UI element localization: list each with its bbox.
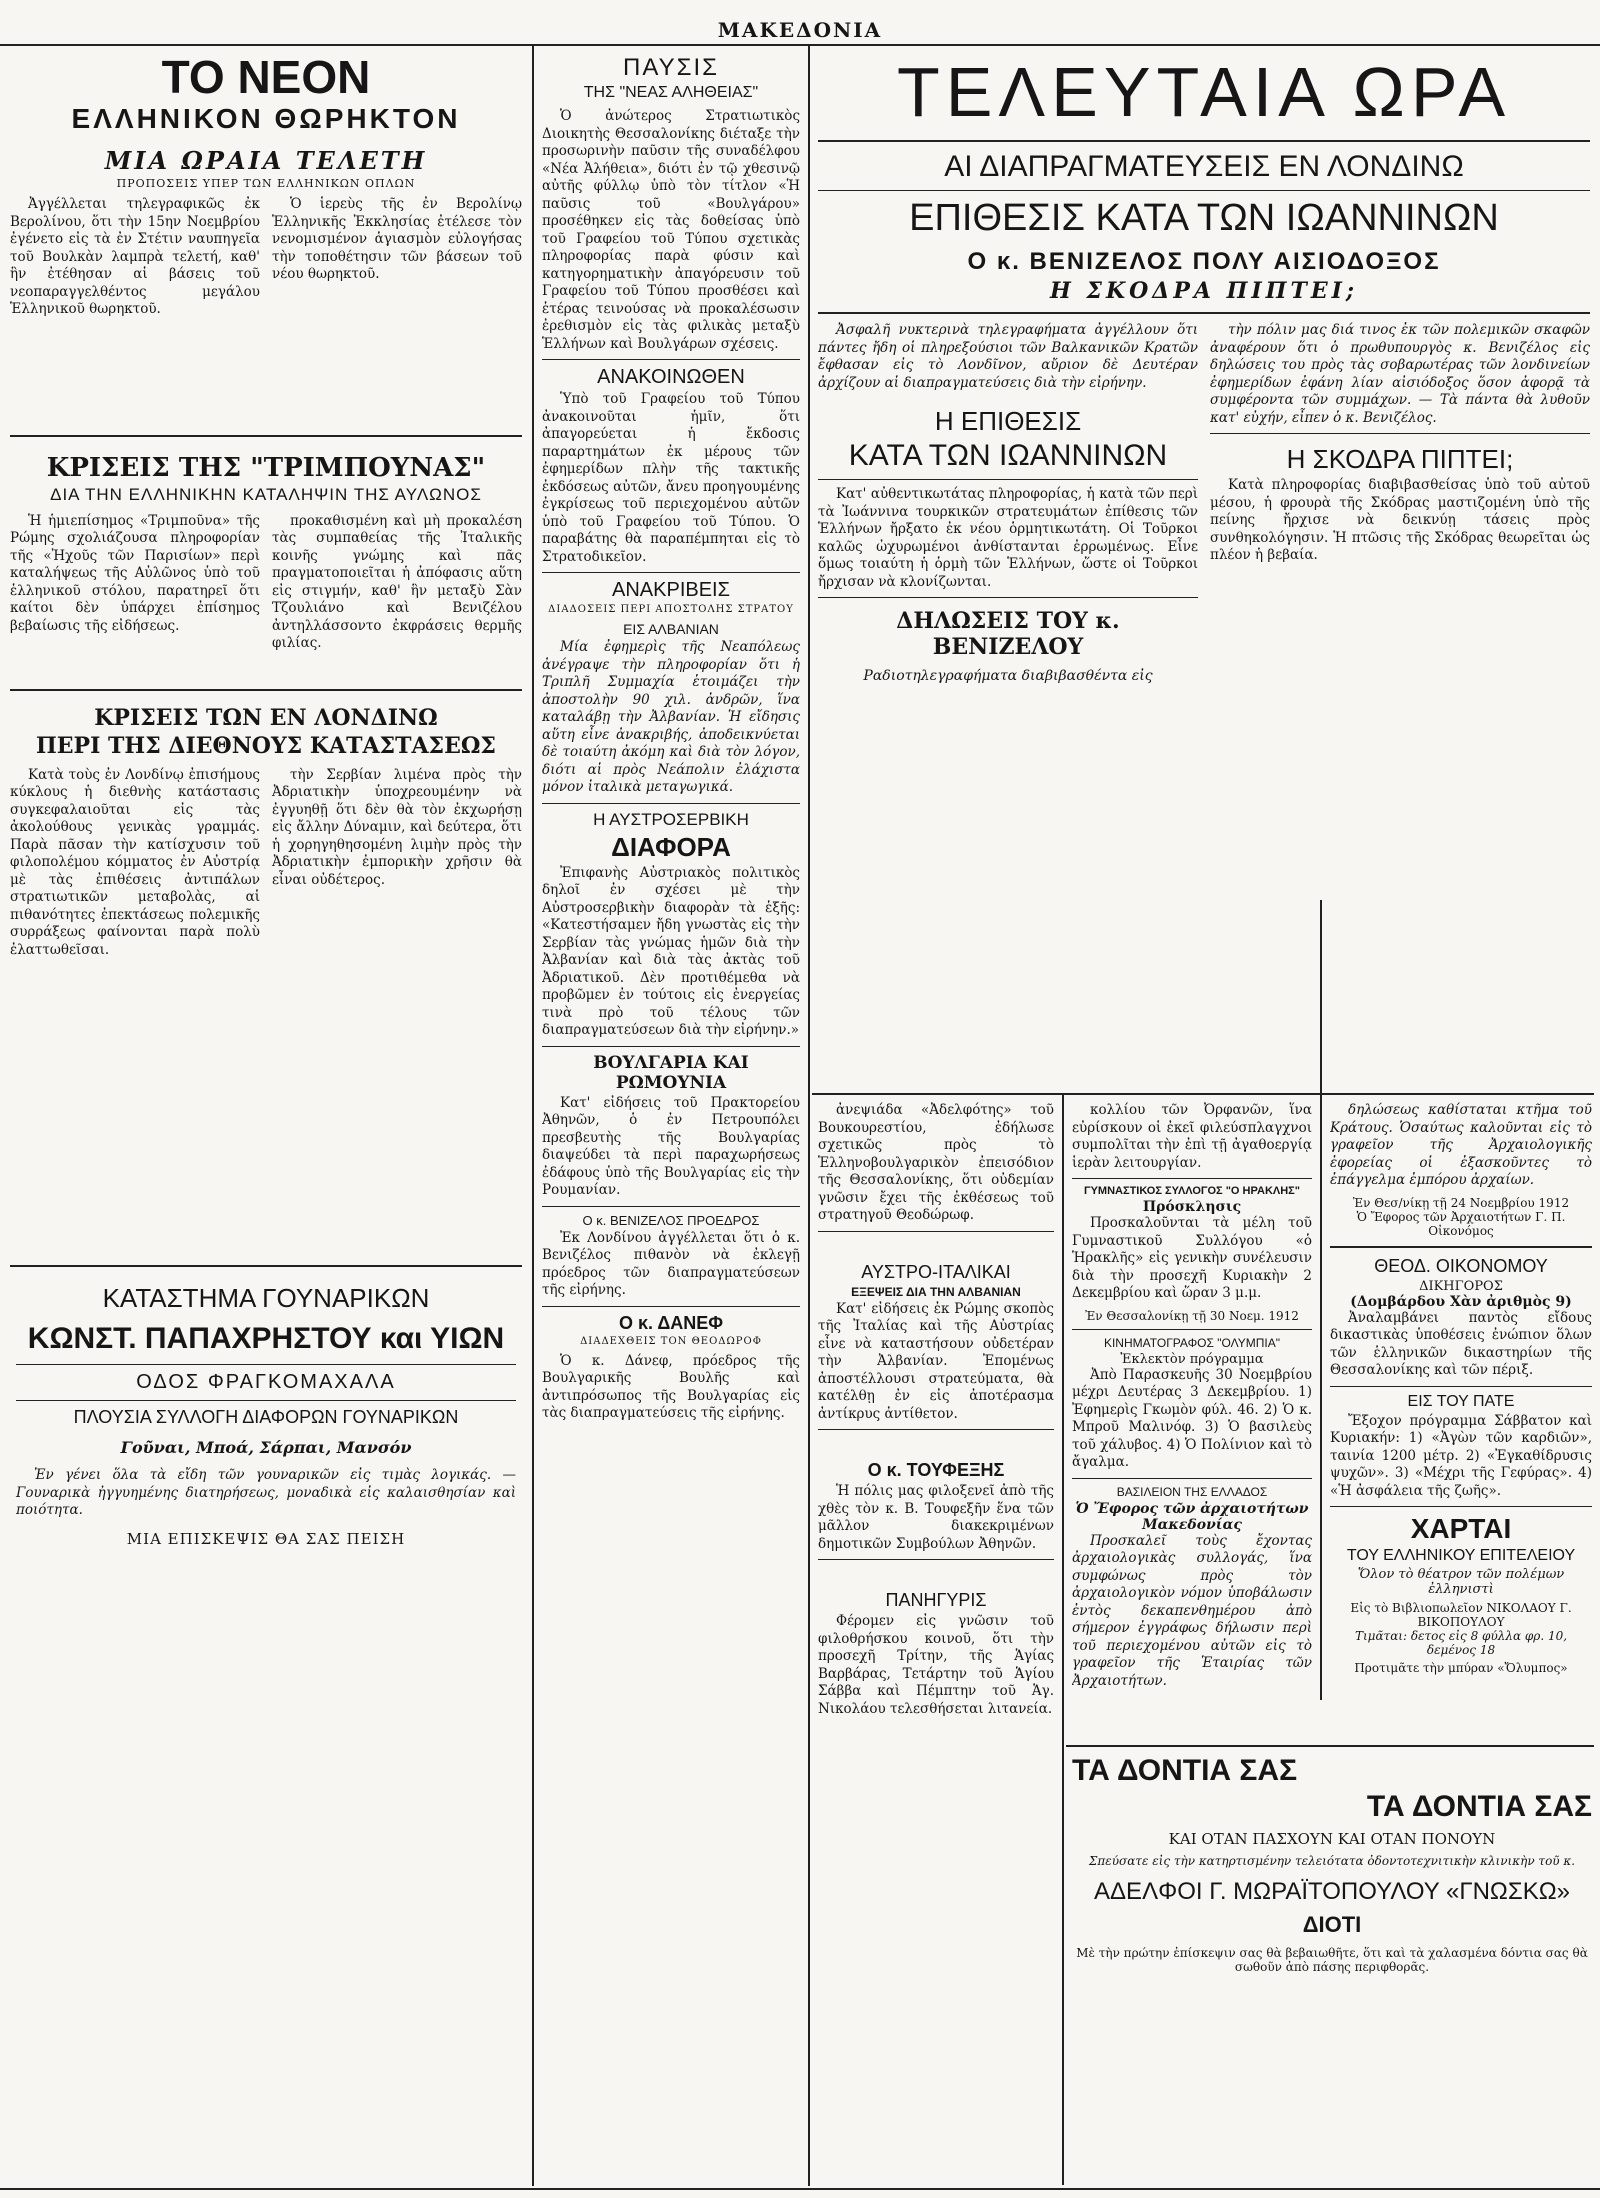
- kingdom-text: Προσκαλεῖ τοὺς ἔχοντας ἀρχαιολογικὰς συλλογάς, ἵνα συμφώνως πρὸς τὸν ἀρχαιολογικὸν νόμον ὑποβάλωσιν ἐντὸς δεκαπενθημέρου ἀπὸ σήμερον ἐγγράφως δήλωσιν περὶ τοῦ περιεχομένου αὐτῶν εἰς τὸ γραφεῖον τῆς Ἑταιρίας τῶν Ἀρχαιοτήτων.: [1072, 1532, 1312, 1689]
- venizelos-president-headline: Ο κ. ΒΕΝΙΖΕΛΟΣ ΠΡΟΕΔΡΟΣ: [582, 1212, 760, 1228]
- ioannina-attack-headline: ΕΠΙΘΕΣΙΣ ΚΑΤΑ ΤΩΝ ΙΩΑΝΝΙΝΩΝ: [909, 197, 1499, 239]
- antiquities-date: Ἐν Θεσ/νίκῃ τῇ 24 Νοεμβρίου 1912: [1352, 1195, 1570, 1210]
- london-body: [10, 767, 522, 966]
- ironclad-subheadline: ΜΙΑ ΩΡΑΙΑ ΤΕΛΕΤΗ: [104, 146, 428, 175]
- column-divider-1: [532, 46, 534, 2186]
- austroserbian-subheadline: ΔΙΑΦΟΡΑ: [611, 831, 731, 862]
- austro-italian-subheadline: ΕΞΕΨΕΙΣ ΔΙΑ ΤΗΝ ΑΛΒΑΝΙΑΝ: [851, 1284, 1021, 1299]
- austroserbian-headline: Η ΑΥΣΤΡΟΣΕΡΒΙΚΗ: [593, 809, 749, 829]
- skodra-falls-headline: Η ΣΚΟΔΡΑ ΠΙΠΤΕΙ;: [1286, 444, 1514, 474]
- tribuna-text-right: προκαθισμένη καὶ μὴ προκαλέση τὰς συμπαθείας τῆς Ἰταλικῆς κοινῆς γνώμης καὶ πᾶς πραγματοποιεῖται ἡ ἀπόφασις αὕτη εἰς στιγμήν, καθ' ἣν μεταξὺ Σὰν Τζουλιάνο καὶ Βενιζέλου ἀντηλλάσσοντο ἐκφράσεις θερμῆς φιλίας.: [272, 512, 522, 651]
- divider: [1330, 1386, 1592, 1387]
- danef-text: Ὁ κ. Δάνεφ, πρόεδρος τῆς Βουλγαρικῆς Βουλῆς καὶ ἀντιπρόσωπος τῆς Βουλγαρίας εἰς τὰς διαπραγματεύσεις τῆς εἰρήνης.: [542, 1352, 800, 1421]
- divider: [818, 312, 1590, 314]
- orphans-text: κολλίου τῶν Ὀρφανῶν, ἵνα εὐρίσκουν οἱ ἐκεῖ φιλεύσπλαγχνοι συμπολῖται τὴν ἐπὶ τῇ ἀγαθοεργίᾳ ἱερὰν λειτουργίαν.: [1072, 1102, 1312, 1171]
- bulgaria-romania-headline: ΒΟΥΛΓΑΡΙΑ ΚΑΙ ΡΩΜΟΥΝΙΑ: [593, 1052, 749, 1093]
- teeth-ad-rule: [1066, 1745, 1594, 1747]
- divider: [1072, 1329, 1312, 1330]
- attack-headline: Η ΕΠΙΘΕΣΙΣ: [934, 406, 1082, 436]
- divider: [818, 479, 1198, 480]
- teeth-subheadline: ΚΑΙ ΟΤΑΝ ΠΑΣΧΟΥΝ ΚΑΙ ΟΤΑΝ ΠΟΝΟΥΝ: [1168, 1830, 1496, 1848]
- teeth-clinic-name: ΑΔΕΛΦΟΙ Γ. ΜΩΡΑΪΤΟΠΟΥΛΟΥ «ΓΝΩΣΚΩ»: [1094, 1878, 1570, 1905]
- maps-store: Εἰς τὸ Βιβλιοπωλεῖον ΝΙΚΟΛΑΟΥ Γ. ΒΙΚΟΠΟΥΛΟΥ: [1350, 1601, 1572, 1629]
- toufexis-text: Ἡ πόλις μας φιλοξενεῖ ἀπὸ τῆς χθὲς τὸν κ. Β. Τουφεξῆν ἕνα τῶν μᾶλλον διακεκριμένων δημοτικῶν Συμβούλων Ἀθηνῶν.: [818, 1483, 1054, 1552]
- last-hour-banner: ΤΕΛΕΥΤΑΙΑ ΩΡΑ: [896, 53, 1512, 131]
- column-5: [1330, 1102, 1592, 1742]
- column-divider-2: [808, 46, 810, 2186]
- divider: [10, 435, 522, 437]
- london-headline: ΚΡΙΣΕΙΣ ΤΩΝ ΕΝ ΛΟΝΔΙΝΩ: [94, 704, 438, 731]
- bulgaria-romania-text: Κατ' εἰδήσεις τοῦ Πρακτορείου Ἀθηνῶν, ὁ ἐν Πετρουπόλει πρεσβευτὴς τῆς Βουλγαρίας διαψεύδει τὰ περὶ παραχωρήσεως ἐδάφους ὑπὸ τῆς Βουλγαρίας εἰς τὴν Ρουμανίαν.: [542, 1094, 800, 1198]
- greek-bulgarian-text: ἀνεψιάδα «Ἀδελφότης» τοῦ Βουκουρεστίου, ἐδήλωσε σχετικῶς πρὸς τὸ Ἑλληνοβουλγαρικὸν ἐπεισόδιον τῆς Θεσσαλονίκης, ὅτι οὐδεμίαν γνῶσιν ἔχει τῆς ἐκθέσεως τοῦ στρατηγοῦ Θεοδώρωφ.: [818, 1102, 1054, 1223]
- gym-club-date: Ἐν Θεσσαλονίκῃ τῇ 30 Νοεμ. 1912: [1085, 1308, 1299, 1323]
- divider: [818, 190, 1590, 191]
- gym-club-subheadline: Πρόσκλησις: [1142, 1199, 1242, 1215]
- arrival-text: Ἀσφαλῆ νυκτερινὰ τηλεγραφήματα ἀγγέλλουν ὅτι πάντες ἤδη οἱ πληρεξούσιοι τῶν Βαλκανικῶν Κρατῶν ἔφθασαν εἰς τὸ Λονδῖνον, αὔριον δὲ Δευτέραν ἀρχίζουν αἱ διαπραγματεύσεις διὰ τὴν εἰρήνην.: [818, 322, 1198, 391]
- statements-subheadline: Ραδιοτηλεγραφήματα διαβιβασθέντα εἰς: [863, 668, 1153, 684]
- column-3: [818, 1102, 1054, 2182]
- london-text-left: Κατὰ τοὺς ἐν Λονδίνῳ ἐπισήμους κύκλους ἡ διεθνὴς κατάστασις συγκεφαλαιοῦται εἰς τὰς ἀκολούθους γενικὰς γραμμάς. Παρὰ πᾶσαν τὴν κατίσχυσιν τοῦ φιλοπολέμου κόμματος ἐν Αὐστρίᾳ μὲ τὰς ἐπιθέσεις ἀντιπάλων στρατιωτικῶν μεταβολὰς, αἱ πιθανότητες ἐπεκτάσεως πολεμικῆς συρράξεως φαίνονται παρὰ πολὺ ἐλαττωθεῖσαι.: [10, 766, 260, 958]
- austroserbian-text: Ἐπιφανὴς Αὐστριακὸς πολιτικὸς δηλοῖ ἐν σχέσει μὲ τὴν Αὐστροσερβικὴν διαφορὰν τὰ ἑξῆς: «Κατεστήσαμεν ἤδη γνωστὰς εἰς τὴν Σερβίαν τὰς γνώμας ἡμῶν διὰ τὴν Ἀλβανίαν καὶ διὰ τὰς ἀκτὰς τοῦ Ἀδριατικοῦ. Δὲν προτιθέμεθα νὰ προβῶμεν ἐν τούτοις εἰς ἐνεργείας τινὰ πρὸ τοῦ τέλους τῶν διαπραγματεύσεων διὰ τὴν εἰρήνην.»: [542, 864, 800, 1038]
- inaccurate-kicker: ΔΙΑΔΟΣΕΙΣ ΠΕΡΙ ΑΠΟΣΤΟΛΗΣ ΣΤΡΑΤΟΥ: [548, 604, 794, 615]
- cinema-subheadline: Ἐκλεκτὸν πρόγραμμα: [1120, 1351, 1264, 1367]
- attack-subheadline: ΚΑΤΑ ΤΩΝ ΙΩΑΝΝΙΝΩΝ: [848, 439, 1168, 472]
- left-column: [10, 52, 522, 2182]
- tribuna-body: [10, 513, 522, 659]
- divider: [542, 1046, 800, 1047]
- maps-price: Τιμᾶται: δετος εἰς 8 φύλλα φρ. 10, δεμένος 18: [1354, 1629, 1568, 1657]
- divider: [16, 1400, 516, 1401]
- divider: [1330, 1246, 1592, 1248]
- venizelos-statement-text: τὴν πόλιν μας διά τινος ἐκ τῶν πολεμικῶν σκαφῶν ἀναφέρουν ὅτι ὁ πρωθυπουργὸς κ. Βενιζέλος εἰς δηλώσεις του πρὸς τὰς σοβαρωτέρας τῶν λονδινείων ἐφημερίδων ἐφάνη λίαν αἰσιόδοξος ὅσον ἀφορᾷ τὰ συμφέροντα τῶν συμμάχων. — Τὰ πάντα θὰ λυθοῦν κατ' εὐχήν, εἶπεν ὁ κ. Βενιζέλος.: [1210, 322, 1590, 426]
- toufexis-headline: Ο κ. ΤΟΥΦΕΞΗΣ: [867, 1460, 1005, 1480]
- gym-club-headline: ΓΥΜΝΑΣΤΙΚΟΣ ΣΥΛΛΟΓΟΣ "Ο ΗΡΑΚΛΗΣ": [1083, 1185, 1300, 1197]
- fur-store-ad: [10, 1275, 522, 1554]
- ironclad-text-left: Ἀγγέλλεται τηλεγραφικῶς ἐκ Βερολίνου, ὅτι τὴν 15ην Νοεμβρίου ἐγένετο εἰς τὰ ἐν Στέτιν ναυπηγεῖα τοῦ Βουλκὰν λαμπρὰ τελετή, καθ' ἣν ἐτέθησαν αἱ βάσεις τοῦ νεοπαραγγελθέντος μεγάλου Ἑλληνικοῦ θωρηκτοῦ.: [10, 196, 260, 317]
- top-rule: [0, 44, 1600, 46]
- announcement-text: Ὑπὸ τοῦ Γραφείου τοῦ Τύπου ἀνακοινοῦται ἡμῖν, ὅτι ἀπαγορεύεται ἡ ἔκδοσις παραρτημάτων ἐκ μέρους τῶν ἐφημερίδων πλὴν τῆς τακτικῆς ἐκδόσεως αὐτῶν, ἄνευ προηγουμένης ἐγκρίσεως τοῦ περιεχομένου αὐτῶν ὑπὸ τοῦ Γραφείου τοῦ Τύπου. Ὁ παραβάτης θὰ παραπέμπηται εἰς τὸ Στρατοδικεῖον.: [542, 391, 800, 565]
- london-subheadline: ΠΕΡΙ ΤΗΣ ΔΙΕΘΝΟΥΣ ΚΑΤΑΣΤΑΣΕΩΣ: [36, 732, 496, 759]
- gym-club-text: Προσκαλοῦνται τὰ μέλη τοῦ Γυμναστικοῦ Συλλόγου «ὁ Ἡρακλῆς» εἰς γενικὴν συνέλευσιν διὰ τὴν προσεχῆ Κυριακὴν 2 Δεκεμβρίου καὶ ὥραν 3 μ.μ.: [1072, 1215, 1312, 1301]
- maps-note: Προτιμᾶτε τὴν μπύραν «Ὄλυμπος»: [1354, 1661, 1568, 1675]
- divider: [818, 597, 1198, 598]
- venizelos-optimistic-headline: Ο κ. ΒΕΝΙΖΕΛΟΣ ΠΟΛΥ ΑΙΣΙΟΔΟΞΟΣ: [967, 248, 1441, 275]
- london-text-right: τὴν Σερβίαν λιμένα πρὸς τὴν Ἀδριατικὴν ὑποχρεουμένην νὰ ἐγγυηθῇ ὅτι δὲν θὰ τὸν ἐκχωρήσῃ εἰς ἄλλην Δύναμιν, καὶ δεύτερα, ὅτι ἡ χορηγηθησομένη λιμὴν πρὸς τὴν Ἀδριατικὴν ἐμπορικὴν χρῆσιν θὰ εἶναι οὐδέτερος.: [272, 766, 522, 888]
- divider: [542, 572, 800, 573]
- pathe-text: Ἔξοχον πρόγραμμα Σάββατον καὶ Κυριακήν: 1) «Ἀγὼν τῶν καρδιῶν», ταινία 1200 μέτρ. 2) «Ἐγκαθίδρυσις ψυχῶν». 3) «Μέχρι τῆς Γεφύρας». 4) «Ἡ ἀσφάλεια τῆς ζωῆς».: [1330, 1412, 1592, 1499]
- middle-column: [542, 52, 800, 2182]
- inaccurate-text: Μία ἐφημερὶς τῆς Νεαπόλεως ἀνέγραψε τὴν πληροφορίαν ὅτι ἡ Τριπλῆ Συμμαχία ἑτοιμάζει τὴν ἀποστολὴν 90 χιλ. ἀνδρῶν, ἵνα καταλάβῃ τὴν Ἀλβανίαν. Ἡ εἴδησις αὕτη εἶνε ἀνακριβής, ἀποδεικνύεται δὲ τοιαύτη ἀκόμη καὶ διὰ τὸν λόγον, διότι αἱ πρὸς Νεάπολιν ἐλάχιστα μόνον ἰταλικὰ μεταγωγικά.: [542, 639, 800, 795]
- pathe-headline: ΕΙΣ ΤΟΥ ΠΑΤΕ: [1407, 1392, 1515, 1410]
- fur-ad-collection: ΠΛΟΥΣΙΑ ΣΥΛΛΟΓΗ ΔΙΑΦΟΡΩΝ ΓΟΥΝΑΡΙΚΩΝ: [73, 1407, 459, 1427]
- teeth-ad: [1072, 1752, 1592, 2182]
- divider: [818, 140, 1590, 142]
- fur-ad-footer: ΜΙΑ ΕΠΙΣΚΕΨΙΣ ΘΑ ΣΑΣ ΠΕΙΣΗ: [126, 1529, 406, 1548]
- column-divider-3: [1062, 1095, 1064, 2185]
- divider: [1210, 433, 1590, 434]
- kingdom-headline: ΒΑΣΙΛΕΙΟΝ ΤΗΣ ΕΛΛΑΔΟΣ: [1116, 1484, 1268, 1499]
- announcement-headline: ΑΝΑΚΟΙΝΩΘΕΝ: [597, 366, 745, 388]
- divider: [542, 803, 800, 804]
- divider: [542, 359, 800, 360]
- lawyer-address: (Δομβάρδου Χὰν ἀριθμὸς 9): [1350, 1293, 1572, 1310]
- pausis-subheadline: ΤΗΣ "ΝΕΑΣ ΑΛΗΘΕΙΑΣ": [583, 84, 759, 101]
- cinema-text: Ἀπὸ Παρασκευῆς 30 Νοεμβρίου μέχρι Δευτέρας 3 Δεκεμβρίου. 1) Ἐφημερὶς Γκωμὸν φύλ. 46. 2) Ὁ κ. Μπροῦ Μαλινόφ. 3) Ὁ βασιλεὺς τοῦ χάλυβος. 4) Ὁ Πολίνιον καὶ τὸ ἄγαλμα.: [1072, 1366, 1312, 1470]
- teeth-footer: Μὲ τὴν πρώτην ἐπίσκεψιν σας θὰ βεβαιωθῆτε, ὅτι καὶ τὰ χαλασμένα δόντια σας θὰ σωθοῦν ἀπὸ πάσης περιφθορᾶς.: [1076, 1946, 1588, 1974]
- statements-headline: ΔΗΛΩΣΕΙΣ ΤΟΥ κ. ΒΕΝΙΖΕΛΟΥ: [896, 608, 1120, 660]
- danef-headline: Ο κ. ΔΑΝΕΦ: [618, 1312, 724, 1333]
- festival-headline: ΠΑΝΗΓΥΡΙΣ: [885, 1590, 987, 1610]
- tribuna-headline: ΚΡΙΣΕΙΣ ΤΗΣ "ΤΡΙΜΠΟΥΝΑΣ": [46, 452, 486, 483]
- divider: [542, 1306, 800, 1307]
- skodra-headline: Η ΣΚΟΔΡΑ ΠΙΠΤΕΙ;: [1049, 278, 1359, 304]
- venizelos-president-text: Ἐκ Λονδίνου ἀγγέλλεται ὅτι ὁ κ. Βενιζέλος πιθανὸν νὰ ἐκλεγῇ πρόεδρος τῶν διαπραγματεύσεων τῆς εἰρήνης.: [542, 1229, 800, 1298]
- divider: [10, 689, 522, 691]
- pausis-headline: ΠΑΥΣΙΣ: [623, 54, 719, 81]
- cinema-headline: ΚΙΝΗΜΑΤΟΓΡΑΦΟΣ "ΟΛΥΜΠΙΑ": [1103, 1335, 1281, 1350]
- fur-ad-text: Ἐν γένει ὅλα τὰ εἴδη τῶν γουναρικῶν εἰς τιμὰς λογικάς. — Γουναρικὰ ἠγγυημένης διατηρήσεως, μοναδικὰ εἰς καλαισθησίαν καὶ ποιότητα.: [16, 1467, 516, 1518]
- ironclad-body: [10, 196, 522, 325]
- teeth-headline: ΤΑ ΔΟΝΤΙΑ ΣΑΣ: [1072, 1754, 1298, 1787]
- attack-text: Κατ' αὐθεντικωτάτας πληροφορίας, ἡ κατὰ τῶν περὶ τὰ Ἰωάννινα τουρκικῶν στρατευμάτων ἐπίθεσις τῶν Ἑλλήνων ἤρξατο ἐκ νέου ὁρμητικωτάτη. Οἱ Τοῦρκοι καλῶς ὠχυρωμένοι ἀνθίστανται ἐρρωμένως. Εἶνε ὅμως τοιαύτη ἡ ὁρμὴ τῶν Ἑλλήνων, ὥστε οἱ Τοῦρκοι ἤρχισαν νὰ κλονίζωνται.: [818, 486, 1198, 590]
- skodra-text: Κατὰ πληροφορίας διαβιβασθείσας ὑπὸ τοῦ αὐτοῦ μέσου, ἡ φρουρὰ τῆς Σκόδρας μαστιζομένη ὑπὸ τῆς πείνης ἤρχισε νὰ δεικνύῃ τάσεις πρὸς συνθηκολόγησιν. Ἡ πτῶσις τῆς Σκόδρας θεωρεῖται ὡς πλέον ἡ βεβαία.: [1210, 477, 1590, 563]
- column-4: [1072, 1102, 1312, 1742]
- inaccurate-subheadline: ΕΙΣ ΑΛΒΑΝΙΑΝ: [623, 621, 719, 637]
- antiquities-signature: Ὁ Ἔφορος τῶν Ἀρχαιοτήτων Γ. Π. Οἰκονόμος: [1356, 1209, 1566, 1238]
- kingdom-subheadline: Ὁ Ἔφορος τῶν ἀρχαιοτήτων Μακεδονίας: [1075, 1500, 1309, 1533]
- austro-italian-text: Κατ' εἰδήσεις ἐκ Ρώμης σκοπὸς τῆς Ἰταλίας καὶ τῆς Αὐστρίας εἶνε νὰ καταστήσουν οὐδετέραν τὴν Ἀλβανίαν. Ἐπομένως ἀποστέλλουσι στρατεύματα, θὰ κατέλθῃ ἐν εἰς ἀποτέρασμα ἀντίκρυς ἀντίθετον.: [818, 1300, 1054, 1422]
- bottom-rule: [0, 2188, 1600, 2190]
- ironclad-headline-2: ΕΛΛΗΝΙΚΟΝ ΘΩΡΗΚΤΟΝ: [71, 103, 461, 134]
- masthead: ΜΑΚΕΔΟΝΙΑ: [717, 18, 883, 42]
- lawyer-title: ΔΙΚΗΓΟΡΟΣ: [1419, 1278, 1503, 1294]
- maps-subheadline: ΤΟΥ ΕΛΛΗΝΙΚΟΥ ΕΠΙΤΕΛΕΙΟΥ: [1346, 1547, 1576, 1564]
- tribuna-subheadline: ΔΙΑ ΤΗΝ ΕΛΛΗΝΙΚΗΝ ΚΑΤΑΛΗΨΙΝ ΤΗΣ ΑΥΛΩΝΟΣ: [50, 484, 482, 504]
- divider: [10, 1265, 522, 1267]
- ironclad-text-right: Ὁ ἱερεὺς τῆς ἐν Βερολίνῳ Ἑλληνικῆς Ἐκκλησίας ἐτέλεσε τὸν νενομισμένον ἁγιασμὸν εὐλογήσας τὴν τοποθέτησιν τῶν βάσεων τοῦ νέου θωρηκτοῦ.: [272, 196, 522, 282]
- maps-headline: ΧΑΡΤΑΙ: [1410, 1513, 1512, 1544]
- fur-ad-name: ΚΩΝΣΤ. ΠΑΠΑΧΡΗΣΤΟΥ και ΥΙΩΝ: [27, 1322, 505, 1355]
- right-block-rule: [812, 1093, 1594, 1095]
- divider: [818, 1429, 1054, 1430]
- divider: [16, 1364, 516, 1365]
- antiquities-text: δηλώσεως καθίσταται κτῆμα τοῦ Κράτους. Ὁσαύτως καλοῦνται εἰς τὸ γραφεῖον τῆς Ἀρχαιολογικῆς ἐφορείας οἱ ἐξασκοῦντες τὸ ἐπάγγελμα ἐμπόρου ἀρχαίων.: [1330, 1102, 1592, 1188]
- inaccurate-headline: ΑΝΑΚΡΙΒΕΙΣ: [612, 579, 730, 601]
- lawyer-text: Ἀναλαμβάνει παντὸς εἴδους δικαστικὰς ὑποθέσεις ἐνώπιον ὅλων τῶν ἑλληνικῶν δικαστηρίων τῆς Θεσσαλονίκης καὶ τῶν πέριξ.: [1330, 1309, 1592, 1378]
- last-hour-body: [818, 322, 1590, 684]
- tribuna-text-left: Ἡ ἡμιεπίσημος «Τριμποῦνα» τῆς Ρώμης σχολιάζουσα πληροφορίαν τῆς «Ἠχοῦς τῶν Παρισίων» περὶ καταλήψεως τῆς Αὐλῶνος ὑπὸ τοῦ ἑλληνικοῦ στόλου, παρατηρεῖ ὅτι καίτοι δὲν ὑπάρχει ἐπίσημος βεβαίωσις τῆς εἰδήσεως.: [10, 512, 260, 634]
- fur-ad-street: ΟΔΟΣ ΦΡΑΓΚΟΜΑΧΑΛΑ: [136, 1371, 396, 1393]
- danef-kicker: ΔΙΑΔΕΧΘΕΙΣ ΤΟΝ ΘΕΟΔΩΡΟΦ: [580, 1335, 762, 1347]
- divider: [1330, 1506, 1592, 1507]
- last-hour-block: [818, 52, 1590, 1092]
- austro-italian-headline: ΑΥΣΤΡΟ-ΙΤΑΛΙΚΑΙ: [861, 1261, 1011, 1282]
- fur-ad-title: ΚΑΤΑΣΤΗΜΑ ΓΟΥΝΑΡΙΚΩΝ: [102, 1283, 430, 1313]
- ironclad-kicker: ΠΡΟΠΟΣΕΙΣ ΥΠΕΡ ΤΩΝ ΕΛΛΗΝΙΚΩΝ ΟΠΛΩΝ: [116, 177, 416, 190]
- fur-ad-items: Γοῦναι, Μποά, Σάρπαι, Μανσόν: [120, 1438, 412, 1457]
- teeth-headline-2: ΤΑ ΔΟΝΤΙΑ ΣΑΣ: [1366, 1790, 1592, 1823]
- divider: [818, 1559, 1054, 1560]
- lawyer-name: ΘΕΟΔ. ΟΙΚΟΝΟΜΟΥ: [1374, 1255, 1548, 1276]
- divider: [1072, 1178, 1312, 1179]
- teeth-because: ΔΙΟΤΙ: [1302, 1912, 1362, 1937]
- divider: [818, 1231, 1054, 1232]
- divider: [542, 1206, 800, 1207]
- maps-text: Ὅλον τὸ θέατρον τῶν πολέμων ἐλληνιστὶ: [1357, 1567, 1565, 1597]
- teeth-text: Σπεύσατε εἰς τὴν κατηρτισμένην τελειότατα ὀδοντοτεχνιτικὴν κλινικὴν τοῦ κ.: [1088, 1854, 1576, 1868]
- divider: [1072, 1478, 1312, 1479]
- negotiations-headline: ΑΙ ΔΙΑΠΡΑΓΜΑΤΕΥΣΕΙΣ ΕΝ ΛΟΝΔΙΝΩ: [944, 150, 1464, 183]
- festival-text: Φέρομεν εἰς γνῶσιν τοῦ φιλοθρήσκου κοινοῦ, ὅτι τὴν προσεχῆ Τρίτην, τῆς Ἁγίας Βαρβάρας, Τετάρτην τοῦ Ἁγίου Σάββα καὶ Πέμπτην τοῦ Ἁγ. Νικολάου τελεσθήσεται λιτανεία.: [818, 1613, 1054, 1717]
- ironclad-headline: ΤΟ ΝΕΟΝ: [161, 52, 371, 103]
- pausis-text: Ὁ ἀνώτερος Στρατιωτικὸς Διοικητὴς Θεσσαλονίκης διέταξε τὴν προσωρινὴν παῦσιν τῆς συναδέλφου «Νέα Ἀλήθεια», διότι ἐν τῷ χθεσινῷ αὐτῆς φύλλῳ ὑπὸ τὸν τίτλον «Ἡ παῦσις τοῦ «Βουλγάρου» προσέθηκεν εἰς τὰς δοθείσας ὑπὸ τοῦ Γραφείου τοῦ Τύπου σχετικὰς πληροφορίας παρὰ φύσιν καὶ κατηγορηματικὴν ἀπαγόρευσιν τοῦ Γραφείου τοῦ Τύπου προσθέσει καὶ ἑτέρας τεινούσας νὰ προκαλέσωσιν ἐρεθισμὸν εἰς τὰς φιλικὰς μεταξὺ Ἑλλήνων καὶ Βουλγάρων σχέσεις.: [542, 108, 800, 352]
